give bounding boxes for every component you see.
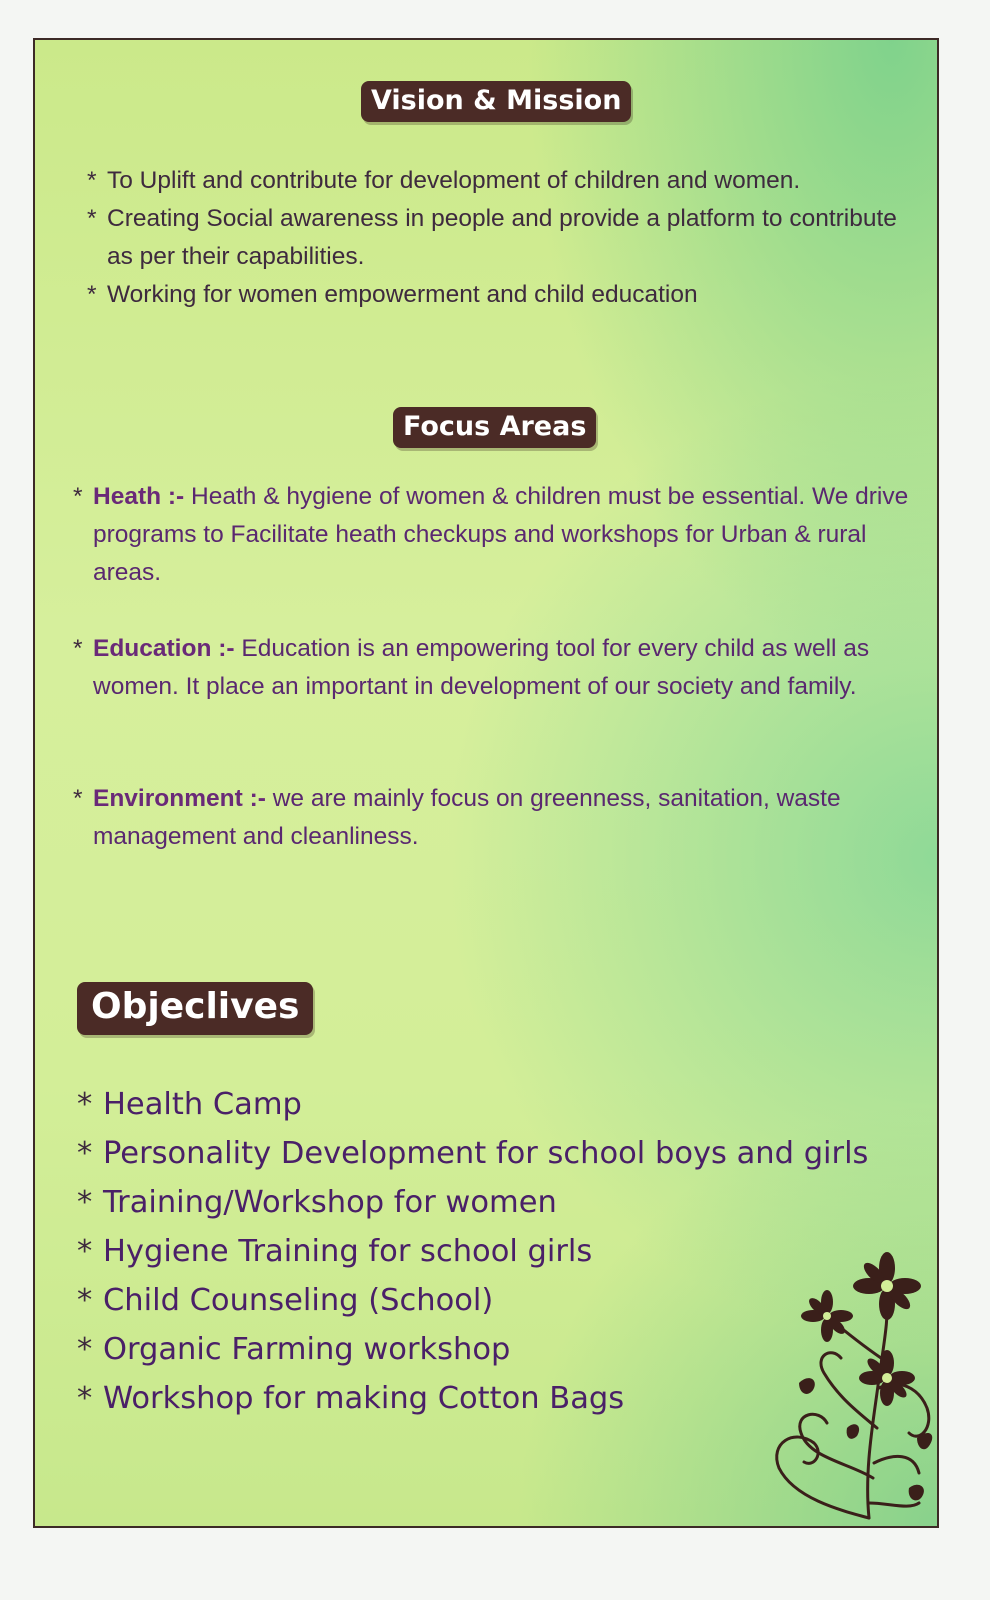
bullet-star: * bbox=[73, 785, 83, 812]
focus-text: Heath & hygiene of women & children must be essential. We drive programs to Facilitate heath checkups and workshops for Urban & rural areas. bbox=[93, 483, 909, 586]
list-item bbox=[73, 478, 923, 592]
list-item bbox=[73, 630, 923, 706]
poster-page bbox=[33, 38, 939, 1528]
bullet-star: * bbox=[77, 1381, 93, 1416]
focus-text: we are mainly focus on greenness, sanitation, waste management and cleanliness. bbox=[93, 785, 841, 850]
objective-text: Workshop for making Cotton Bags bbox=[103, 1381, 625, 1416]
objective-text: Hygiene Training for school girls bbox=[103, 1234, 593, 1269]
vision-mission-list bbox=[87, 162, 927, 314]
objective-text: Health Camp bbox=[103, 1087, 302, 1122]
bullet-star: * bbox=[73, 635, 83, 662]
bullet-star: * bbox=[77, 1283, 93, 1318]
list-item bbox=[87, 162, 927, 200]
objective-text: Organic Farming workshop bbox=[103, 1332, 511, 1367]
objective-text: Training/Workshop for women bbox=[103, 1185, 557, 1220]
bullet-star: * bbox=[73, 483, 83, 510]
list-item bbox=[73, 780, 923, 856]
bullet-star: * bbox=[77, 1136, 93, 1171]
list-item bbox=[87, 276, 927, 314]
list-item bbox=[77, 1129, 927, 1178]
floral-vine-icon bbox=[769, 1248, 939, 1528]
focus-separator: :- bbox=[218, 635, 235, 662]
focus-separator: :- bbox=[167, 483, 185, 510]
bullet-star: * bbox=[87, 205, 97, 232]
focus-item-environment bbox=[73, 780, 923, 856]
objective-text: Personality Development for school boys and girls bbox=[103, 1136, 869, 1171]
bullet-star: * bbox=[77, 1185, 93, 1220]
focus-term: Environment bbox=[93, 785, 243, 812]
focus-separator: :- bbox=[249, 785, 266, 812]
vision-item-text: To Uplift and contribute for development of children and women. bbox=[107, 167, 801, 194]
bullet-star: * bbox=[77, 1087, 93, 1122]
focus-item-education bbox=[73, 630, 923, 706]
bullet-star: * bbox=[87, 167, 97, 194]
objectives-heading: Objeclives bbox=[77, 982, 313, 1035]
focus-term: Heath bbox=[93, 483, 162, 510]
vision-mission-heading: Vision & Mission bbox=[361, 81, 631, 122]
objective-text: Child Counseling (School) bbox=[103, 1283, 494, 1318]
focus-term: Education bbox=[93, 635, 212, 662]
list-item bbox=[77, 1178, 927, 1227]
focus-text: Education is an empowering tool for every child as well as women. It place an important in development of our society and family. bbox=[93, 635, 870, 700]
focus-item-health bbox=[73, 478, 923, 592]
list-item bbox=[87, 200, 927, 276]
bullet-star: * bbox=[87, 281, 97, 308]
bullet-star: * bbox=[77, 1234, 93, 1269]
vision-item-text: Creating Social awareness in people and provide a platform to contribute as per their capabilities. bbox=[107, 205, 897, 270]
list-item bbox=[77, 1080, 927, 1129]
vision-item-text: Working for women empowerment and child education bbox=[107, 281, 698, 308]
focus-areas-heading: Focus Areas bbox=[393, 407, 596, 448]
bullet-star: * bbox=[77, 1332, 93, 1367]
